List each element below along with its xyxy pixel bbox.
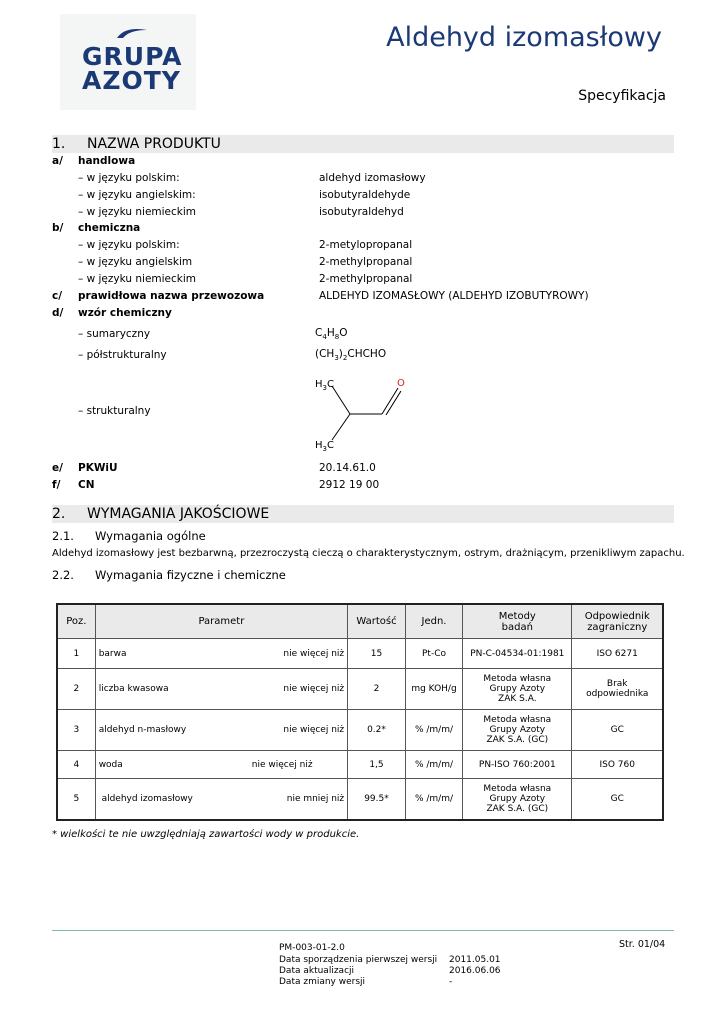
semistructural-formula: $(CH_3)_2CHCHO$ — [315, 348, 387, 363]
list-value: aldehyd izomasłowy — [319, 172, 426, 184]
cell-value: 99.5* — [348, 779, 406, 820]
footer-date-value: - — [449, 977, 453, 987]
section2-header — [52, 505, 674, 523]
cell-equivalent: ISO 760 — [572, 751, 663, 779]
item-title: chemiczna — [78, 222, 141, 234]
item-label: c/ — [52, 290, 63, 302]
cell-method: PN-C-04534-01:1981 — [463, 639, 572, 669]
header-poz: Poz. — [57, 604, 95, 639]
list-value: isobutyraldehyde — [319, 189, 411, 201]
cell-method: Metoda własna Grupy Azoty ZAK S.A. — [463, 669, 572, 710]
quality-requirements-table — [56, 603, 664, 821]
h3c-bottom-label: $H_3C$ — [315, 440, 334, 453]
header-parameter: Parametr — [95, 604, 347, 639]
cell-poz: 2 — [57, 669, 95, 710]
cell-poz: 5 — [57, 779, 95, 820]
subsection-number: 2.2. — [52, 568, 74, 582]
list-value: 2-methylpropanal — [319, 273, 413, 285]
list-item: – w języku polskim: — [78, 239, 180, 251]
document-title: Aldehyd izomasłowy — [386, 22, 662, 53]
header-equivalent: Odpowiednik zagraniczny — [572, 604, 663, 639]
cell-unit: Pt-Co — [405, 639, 462, 669]
subsection-title: Wymagania ogólne — [95, 529, 206, 543]
list-item: – w języku niemieckim — [78, 206, 197, 218]
list-value: 2-methylpropanal — [319, 256, 413, 268]
structural-formula — [312, 374, 422, 458]
section1-header — [52, 135, 674, 153]
cell-equivalent: Brak odpowiednika — [572, 669, 663, 710]
cell-parameter: barwa nie więcej niż — [95, 639, 347, 669]
item-title: handlowa — [78, 155, 136, 167]
item-label: e/ — [52, 462, 63, 474]
item-label: a/ — [52, 155, 63, 167]
cell-equivalent: GC — [572, 710, 663, 751]
oxygen-label: O — [397, 378, 405, 389]
list-item: – w języku polskim: — [78, 172, 180, 184]
cell-value: 1,5 — [348, 751, 406, 779]
item-value: 2912 19 00 — [319, 479, 380, 491]
h3c-top-label: $H_3C$ — [315, 379, 334, 392]
section-title: WYMAGANIA JAKOŚCIOWE — [87, 506, 270, 522]
cell-poz: 4 — [57, 751, 95, 779]
table-header-row — [57, 604, 663, 639]
item-value: ALDEHYD IZOMASŁOWY (ALDEHYD IZOBUTYROWY) — [319, 290, 589, 302]
table-row — [57, 639, 663, 669]
section-number: 2. — [52, 506, 66, 522]
subsection-number: 2.1. — [52, 529, 74, 543]
cell-value: 2 — [348, 669, 406, 710]
item-value: 20.14.61.0 — [319, 462, 376, 474]
cell-equivalent: ISO 6271 — [572, 639, 663, 669]
cell-parameter: woda nie więcej niż — [95, 751, 347, 779]
list-value: 2-metylopropanal — [319, 239, 413, 251]
footer-date-value: 2011.05.01 — [449, 955, 501, 965]
cell-unit: % /m/m/ — [405, 779, 462, 820]
footer-divider — [52, 930, 674, 931]
list-item: – w języku angielskim — [78, 256, 193, 268]
item-label: d/ — [52, 307, 64, 319]
item-title: wzór chemiczny — [78, 307, 172, 319]
cell-method: Metoda własna Grupy Azoty ZAK S.A. (GC) — [463, 710, 572, 751]
cell-poz: 1 — [57, 639, 95, 669]
logo-line1: GRUPA — [82, 42, 183, 71]
footer-date-label: Data aktualizacji — [279, 966, 355, 976]
general-requirements-text: Aldehyd izomasłowy jest bezbarwną, przezroczystą cieczą o charakterystycznym, ostrym, drażniącym, przenikliwym zapachu. — [52, 548, 685, 559]
logo-line2: AZOTY — [82, 66, 181, 95]
footer-date-label: Data sporządzenia pierwszej wersji — [279, 955, 438, 965]
item-title: CN — [78, 479, 95, 491]
cell-unit: % /m/m/ — [405, 710, 462, 751]
subsection-title: Wymagania fizyczne i chemiczne — [95, 568, 286, 582]
cell-parameter: liczba kwasowa nie więcej niż — [95, 669, 347, 710]
cell-method: Metoda własna Grupy Azoty ZAK S.A. (GC) — [463, 779, 572, 820]
cell-parameter: aldehyd n-masłowy nie więcej niż — [95, 710, 347, 751]
section-title: NAZWA PRODUKTU — [87, 136, 221, 152]
cell-unit: mg KOH/g — [405, 669, 462, 710]
footer-code: PM-003-01-2.0 — [279, 943, 345, 953]
item-title: prawidłowa nazwa przewozowa — [78, 290, 265, 302]
cell-parameter: aldehyd izomasłowy nie mniej niż — [95, 779, 347, 820]
table-row — [57, 669, 663, 710]
list-item: – strukturalny — [78, 405, 151, 417]
list-item: – sumaryczny — [78, 328, 151, 340]
item-label: f/ — [52, 479, 61, 491]
table-row — [57, 751, 663, 779]
table-row — [57, 710, 663, 751]
table-footnote: * wielkości te nie uwzględniają zawartości wody w produkcie. — [52, 829, 360, 840]
cell-value: 15 — [348, 639, 406, 669]
company-logo — [60, 14, 196, 110]
section-number: 1. — [52, 136, 66, 152]
cell-method: PN-ISO 760:2001 — [463, 751, 572, 779]
cell-equivalent: GC — [572, 779, 663, 820]
table-row — [57, 779, 663, 820]
list-value: isobutyraldehyd — [319, 206, 404, 218]
header-methods: Metody badań — [463, 604, 572, 639]
cell-unit: % /m/m/ — [405, 751, 462, 779]
footer-date-label: Data zmiany wersji — [279, 977, 366, 987]
header-unit: Jedn. — [405, 604, 462, 639]
footer-date-value: 2016.06.06 — [449, 966, 501, 976]
document-subtitle: Specyfikacja — [578, 88, 666, 104]
page-number: Str. 01/04 — [619, 939, 666, 950]
summary-formula: $C_4H_8O$ — [315, 327, 348, 342]
list-item: – w języku niemieckim — [78, 273, 197, 285]
item-title: PKWiU — [78, 462, 118, 474]
cell-value: 0.2* — [348, 710, 406, 751]
item-label: b/ — [52, 222, 64, 234]
logo-swoosh-icon — [115, 26, 149, 40]
cell-poz: 3 — [57, 710, 95, 751]
list-item: – w języku angielskim: — [78, 189, 196, 201]
list-item: – półstrukturalny — [78, 349, 167, 361]
header-value: Wartość — [348, 604, 406, 639]
